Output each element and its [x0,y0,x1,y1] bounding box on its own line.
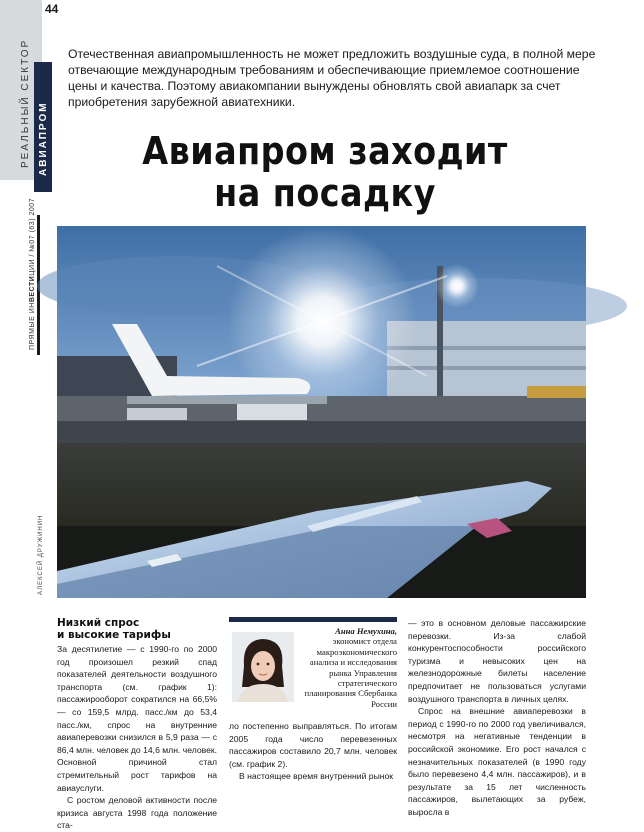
expert-portrait [232,632,294,702]
section-label: РЕАЛЬНЫЙ СЕКТОР [20,38,31,168]
expert-name: Анна Немухина, [335,626,397,636]
paragraph: С ростом деловой активности после кризиса августа 1998 года положение ста- [57,795,217,831]
paragraph: За десятилетие — с 1990-го по 2000 год произошел резкий спад показателей деятельности воздушного транспорта (см. график 1): пассажирооборот сократился на 66,5% — со 159,5 млрд. пасс./км до 53,4 пасс./км, спрос на внутренние авиаперевозки снизился в 5,9 раза — с 86,4 млн. человек до 14,6 млн. человек. Основной причиной стал стремительный рост тарифов на авиауслуги. [57,644,217,793]
column-1 [57,617,217,832]
rubric-label: АВИАПРОМ [38,101,49,176]
page-number: 44 [45,2,59,16]
expert-box-bar [229,617,397,622]
headline-line-1: Авиапром заходит [142,129,508,173]
section-subhead: Низкий спрос и высокие тарифы [57,617,171,641]
expert-title: экономист отдела макроэкономического анализа и исследования рынка Управления стратегического планирования Сбербанка России [304,636,397,709]
paragraph: В настоящее время внутренний рынок [239,771,394,782]
article-photo [57,226,586,598]
airport-photo [57,226,586,598]
photo-credit: АЛЕКСЕЙ ДРУЖИНИН [38,514,44,595]
headline-line-2: на посадку [214,171,436,215]
expert-caption [297,626,397,709]
paragraph: ло постепенно выправляться. По итогам 2005 года число перевезенных пассажиров составило 20,7 млн. человек (см. график 2). [229,721,397,769]
article-lead: Отечественная авиапромышленность не может предложить воздушные суда, в полной мере отвечающие международным требованиям и обеспечивающие приемлемое соотношение цены и качества. Поэтому авиакомпании вынуждены обновлять свой авиапарк за счет приобретения зарубежной авиатехники. [68,47,596,109]
article-headline [92,130,558,214]
magazine-label: ПРЯМЫЕ ИНВЕСТИЦИИ / №07 (63) 2007 [29,197,36,350]
expert-photo [232,632,294,702]
column-3 [408,617,586,819]
paragraph: Спрос на внешние авиаперевозки в период с 1990-го по 2000 год увеличивался, несмотря на негативные тенденции в российской экономике. Его рост начался с незначительных показателей (в 1990 году было перевезено 4,4 млн. пассажиров), и в результате за 15 лет численность пассажиров, вылетающих за рубеж, выросла в [408,706,586,817]
column-2 [229,720,397,783]
paragraph: — это в основном деловые пассажирские перевозки. Из-за слабой конкурентоспособности российского туризма и невысоких цен на железнодорожные билеты население предпочитает не пользоваться услугами воздушного транспорта в личных целях. [408,618,586,704]
